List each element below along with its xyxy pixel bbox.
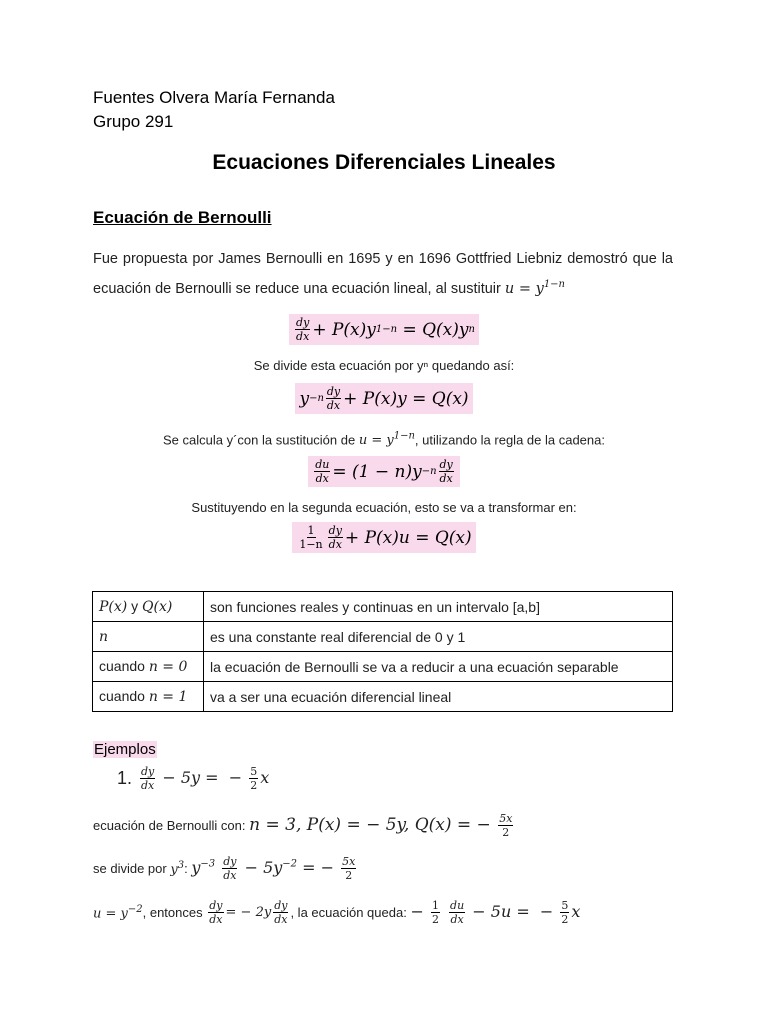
table-term-cell [93,592,204,622]
step-2-text: Se calcula y´con la sustitución de $u = y^{1-n}$, utilizando la regla de la cadena: [163,431,605,449]
table-term-math: n = 0 [148,659,188,675]
table-term-math: n = 1 [148,689,188,705]
conditions-table [92,591,673,712]
table-row [93,652,673,682]
table-description-cell: la ecuación de Bernoulli se va a reducir a una ecuación separable [204,652,673,682]
equation-linear: $\frac{1}{1-n}$ $\frac{dy}{dx}$ + P(x)u = Q(x) [0,522,768,553]
table-description-cell: son funciones reales y continuas en un intervalo [a,b] [204,592,673,622]
equation-divided: y −n $\frac{dy}{dx}$ + P(x)y = Q(x) [0,383,768,414]
table-term-math: n [99,629,109,645]
section-heading: Ecuación de Bernoulli [93,208,272,227]
table-term-pre: cuando [99,688,149,704]
author-name: Fuentes Olvera María Fernanda [93,88,335,107]
table-term-cell [93,622,204,652]
table-term-cell [93,652,204,682]
intro-paragraph [93,246,673,302]
table-term-math: P(x) [99,599,128,615]
step-3-text: Sustituyendo en la segunda ecuación, esto se va a transformar en: [191,500,577,515]
equation-chain-rule: $\frac{du}{dx}$ = (1 − n)y −n $\frac{dy}{dx}$ [0,456,768,487]
table-term-math2: Q(x) [142,599,173,615]
table-term-mid: y [127,598,143,614]
example-bernoulli-params: ecuación de Bernoulli con: n = 3, P(x) = − 5y, Q(x) = − $\frac{5x}{2}$ [93,812,513,839]
table-row [93,622,673,652]
step-1-text: Se divide esta ecuación por yⁿ quedando así: [253,358,515,373]
table-description-cell: va a ser una ecuación diferencial lineal [204,682,673,712]
example-substitution-step: $u = y^{-2}$ , entonces $\frac{dy}{dx}$ = − 2y $\frac{dy}{dx}$ , la ecuación queda: − $\frac{1}{2}$ $\frac{du}{dx}$ − 5u = − $\frac{5}{2}$ x [93,899,581,926]
page-title: Ecuaciones Diferenciales Lineales [212,151,556,174]
equation-bernoulli: $\frac{dy}{dx}$ + P(x)y 1−n = Q(x)y n [0,314,768,345]
examples-heading: Ejemplos [94,741,156,758]
example-number: 1. [117,768,133,788]
table-row [93,682,673,712]
author-group: Grupo 291 [93,112,174,131]
table-row [93,592,673,622]
intro-text: Fue propuesta por James Bernoulli en 1695 y en 1696 Gottfried Liebniz demostró que la ecuación de Bernoulli se reduce una ecuación lineal, al sustituir [93,251,673,297]
table-term-pre: cuando [99,658,149,674]
table-term-cell [93,682,204,712]
table-description-cell: es una constante real diferencial de 0 y 1 [204,622,673,652]
intro-substitution: $u = y^{1-n}$ [504,279,565,297]
example-1: 1. $\frac{dy}{dx}$ − 5y = − $\frac{5}{2}$ x [117,765,270,792]
example-divide-step: se divide por $y^3$ : $y^{-3}$ $\frac{dy}{dx}$ − $5y^{-2}$ = − $\frac{5x}{2}$ [93,855,356,882]
